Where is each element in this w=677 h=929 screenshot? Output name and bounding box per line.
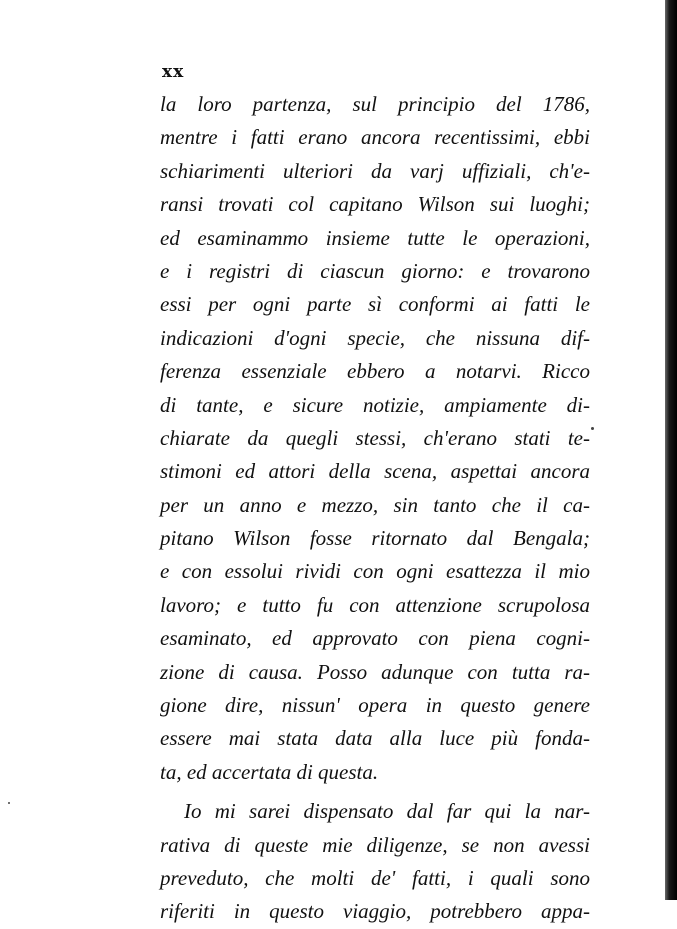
text-line: mentre i fatti erano ancora recentissimi, ebbi — [160, 125, 590, 150]
text-line: indicazioni d'ogni specie, che nissuna dif- — [160, 325, 590, 350]
text-line: la loro partenza, sul principio del 1786, — [160, 92, 590, 116]
margin-speck — [8, 802, 10, 804]
text-line: essi per ogni parte sì conformi ai fatti le — [160, 292, 590, 317]
text-line: Io mi sarei dispensato dal far qui la nar- — [184, 799, 590, 824]
text-line: gione dire, nissun' opera in questo genere — [160, 693, 590, 718]
text-line: ferenza essenziale ebbero a notarvi. Ricco — [160, 359, 590, 384]
text-line: essere mai stata data alla luce più fonda- — [160, 726, 590, 751]
text-line: ransi trovati col capitano Wilson sui luoghi; — [160, 192, 590, 217]
text-line: pitano Wilson fosse ritornato dal Bengala; — [160, 526, 590, 551]
text-line: e con essolui rividi con ogni esattezza il mio — [160, 559, 590, 584]
text-line: chiarate da quegli stessi, ch'erano stati te- — [160, 425, 590, 450]
page-number: xx — [162, 62, 185, 82]
text-line: ta, ed accertata di questa. — [160, 759, 379, 784]
text-line: stimoni ed attori della scena, aspettai ancora — [160, 459, 590, 484]
text-line: esaminato, ed approvato con piena cogni- — [160, 626, 590, 651]
text-line: riferiti in questo viaggio, potrebbero appa- — [160, 899, 590, 924]
scan-edge-shadow — [665, 0, 677, 900]
text-line: di tante, e sicure notizie, ampiamente di- — [160, 392, 590, 417]
text-line: zione di causa. Posso adunque con tutta ra- — [160, 659, 590, 684]
paragraph — [160, 795, 590, 929]
margin-speck — [591, 427, 594, 430]
text-line: ed esaminammo insieme tutte le operazioni, — [160, 225, 590, 250]
text-line: preveduto, che molti de' fatti, i quali sono — [160, 865, 590, 890]
text-line: schiarimenti ulteriori da varj uffiziali, ch'e- — [160, 158, 590, 183]
paragraph — [160, 88, 590, 789]
text-line: rativa di queste mie diligenze, se non avessi — [160, 832, 590, 857]
text-line: per un anno e mezzo, sin tanto che il ca- — [160, 492, 590, 517]
text-line: lavoro; e tutto fu con attenzione scrupolosa — [160, 592, 590, 617]
body-text — [160, 88, 590, 929]
text-line: e i registri di ciascun giorno: e trovarono — [160, 258, 590, 283]
